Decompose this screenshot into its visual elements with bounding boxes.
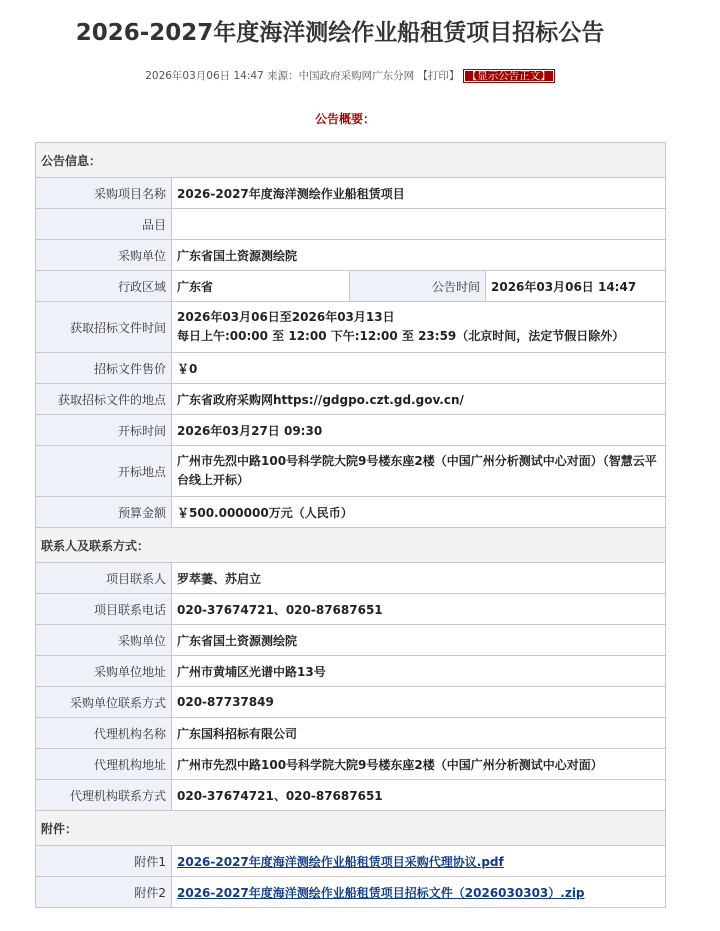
category-label: 品目 (36, 209, 172, 240)
budget-value: ￥500.000000万元（人民币） (172, 497, 666, 528)
price-value: ￥0 (172, 353, 666, 384)
purchaser-value: 广东省国土资源测绘院 (172, 240, 666, 271)
purchaser-label: 采购单位 (36, 240, 172, 271)
unit-addr-label: 采购单位地址 (36, 656, 172, 687)
budget-label: 预算金额 (36, 497, 172, 528)
region-label: 行政区域 (36, 271, 172, 302)
agency-addr-value: 广州市先烈中路100号科学院大院9号楼东座2楼（中国广州分析测试中心对面） (172, 749, 666, 780)
section-contacts: 联系人及联系方式： (36, 528, 666, 563)
meta-line (0, 68, 700, 83)
open-place-value: 广州市先烈中路100号科学院大院9号楼东座2楼（中国广州分析测试中心对面）（智慧云平台线上开标） (172, 446, 666, 497)
get-time-label: 获取招标文件时间 (36, 302, 172, 353)
contact-phone-value: 020-37674721、020-87687651 (172, 594, 666, 625)
unit-addr-value: 广州市黄埔区光谱中路13号 (172, 656, 666, 687)
show-text-button[interactable]: 【显示公告正文】 (463, 69, 555, 83)
contact-phone-label: 项目联系电话 (36, 594, 172, 625)
agency-contact-label: 代理机构联系方式 (36, 780, 172, 811)
get-time-line1: 2026年03月06日至2026年03月13日 (177, 310, 395, 324)
attachment-1-link[interactable]: 2026-2027年度海洋测绘作业船租赁项目采购代理协议.pdf (177, 854, 504, 869)
region-value: 广东省 (172, 271, 350, 302)
unit-contact-value: 020-87737849 (172, 687, 666, 718)
print-link[interactable]: 【打印】 (417, 70, 460, 82)
contact-person-label: 项目联系人 (36, 563, 172, 594)
pub-time-value: 2026年03月06日 14:47 (486, 271, 666, 302)
open-time-value: 2026年03月27日 09:30 (172, 415, 666, 446)
open-place-label: 开标地点 (36, 446, 172, 497)
unit-contact-label: 采购单位联系方式 (36, 687, 172, 718)
source-text: 来源：中国政府采购网广东分网 (267, 70, 415, 82)
attachment-2-label: 附件2 (36, 877, 172, 908)
section-attachments: 附件： (36, 811, 666, 846)
attachment-1-label: 附件1 (36, 846, 172, 877)
publish-datetime: 2026年03月06日 14:47 (145, 70, 264, 82)
unit-value: 广东省国土资源测绘院 (172, 625, 666, 656)
project-name-label: 采购项目名称 (36, 178, 172, 209)
contact-person-value: 罗萃萋、苏启立 (172, 563, 666, 594)
agency-contact-value: 020-37674721、020-87687651 (172, 780, 666, 811)
agency-addr-label: 代理机构地址 (36, 749, 172, 780)
get-place-label: 获取招标文件的地点 (36, 384, 172, 415)
attachment-1-cell (172, 846, 666, 877)
section-announcement: 公告信息： (36, 143, 666, 178)
get-place-value: 广东省政府采购网https://gdgpo.czt.gd.gov.cn/ (172, 384, 666, 415)
pub-time-label: 公告时间 (350, 271, 486, 302)
attachment-2-cell (172, 877, 666, 908)
page-title: 2026-2027年度海洋测绘作业船租赁项目招标公告 (75, 20, 605, 46)
price-label: 招标文件售价 (36, 353, 172, 384)
get-time-value (172, 302, 666, 353)
unit-label: 采购单位 (36, 625, 172, 656)
attachment-2-link[interactable]: 2026-2027年度海洋测绘作业船租赁项目招标文件（2026030303）.zip (177, 885, 585, 900)
info-table (35, 142, 666, 908)
overview-heading: 公告概要： (314, 112, 375, 126)
agency-label: 代理机构名称 (36, 718, 172, 749)
get-time-line2: 每日上午:00:00 至 12:00 下午:12:00 至 23:59（北京时间，法定节假日除外） (177, 329, 625, 343)
open-time-label: 开标时间 (36, 415, 172, 446)
agency-value: 广东国科招标有限公司 (172, 718, 666, 749)
project-name-value: 2026-2027年度海洋测绘作业船租赁项目 (172, 178, 666, 209)
category-value (172, 209, 666, 240)
